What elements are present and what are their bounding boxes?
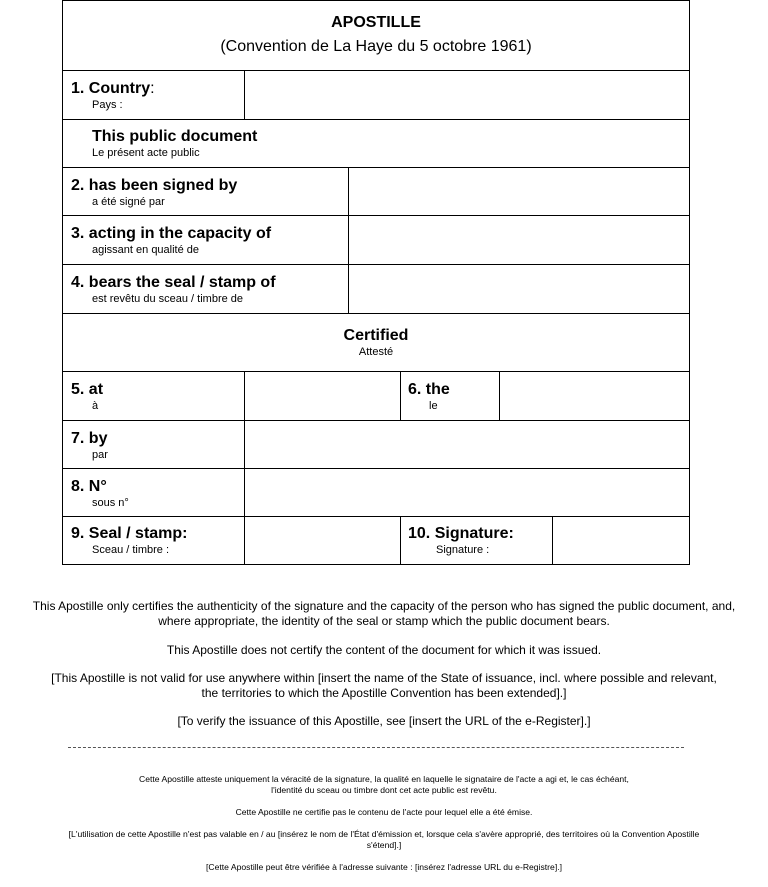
country-label: 1. Country: xyxy=(71,80,155,97)
form-subtitle: (Convention de La Haye du 5 octobre 1961) xyxy=(220,38,532,55)
note-fr-validity-line2: s'étend].] xyxy=(366,840,402,850)
country-label-fr: Pays : xyxy=(92,99,123,111)
the-label-fr: le xyxy=(429,400,438,412)
signature-label-cell xyxy=(400,517,552,564)
note-en-authenticity-line2: where appropriate, the identity of the seal or stamp which the public document bears. xyxy=(158,614,610,628)
row-seal-of xyxy=(63,264,689,313)
at-value-field[interactable] xyxy=(244,372,400,420)
row-number xyxy=(63,468,689,516)
document-label-fr: Le présent acte public xyxy=(92,147,200,159)
note-en-authenticity-line1: This Apostille only certifies the authenticity of the signature and the capacity of the person who has signed the public document, and, xyxy=(32,599,736,613)
by-value-field[interactable] xyxy=(244,421,689,468)
row-public-document xyxy=(63,119,689,167)
seal-of-label-fr: est revêtu du sceau / timbre de xyxy=(92,293,244,305)
at-label: 5. at xyxy=(71,381,104,398)
seal-label: 9. Seal / stamp: xyxy=(71,525,188,542)
document-label: This public document xyxy=(92,128,258,145)
certified-label-fr: Attesté xyxy=(358,346,394,358)
note-fr-validity-line1: [L'utilisation de cette Apostille n'est pas valable en / au [insérez le nom de l'État d'émission et, lorsque cela s'avère approprié, des territoires où la Convention Apostille xyxy=(68,829,700,839)
seal-label-fr: Sceau / timbre : xyxy=(92,544,170,556)
row-signed-by xyxy=(63,167,689,215)
the-label-cell xyxy=(400,372,499,420)
seal-value-field[interactable] xyxy=(244,517,400,564)
certified-label: Certified xyxy=(343,327,409,344)
signature-label: 10. Signature: xyxy=(408,525,514,542)
note-fr-verify: [Cette Apostille peut être vérifiée à l'adresse suivante : [insérez l'adresse URL du e-Registre].] xyxy=(206,862,562,872)
row-certified xyxy=(63,313,689,371)
note-fr-authenticity-line2: l'identité du sceau ou timbre dont cet acte public est revêtu. xyxy=(271,785,497,795)
row-at-the xyxy=(63,371,689,420)
signature-value-field[interactable] xyxy=(552,517,689,564)
number-value-field[interactable] xyxy=(244,469,689,516)
by-label-fr: par xyxy=(92,449,108,461)
by-label: 7. by xyxy=(71,430,108,447)
note-en-validity-line1: [This Apostille is not valid for use anywhere within [insert the name of the State of issuance, incl. where possible and relevant, xyxy=(51,671,717,685)
note-fr-authenticity-line1: Cette Apostille atteste uniquement la véracité de la signature, la qualité en laquelle le signataire de l'acte a agi et, le cas échéant, xyxy=(139,774,629,784)
the-value-field[interactable] xyxy=(499,372,689,420)
capacity-label: 3. acting in the capacity of xyxy=(71,225,272,242)
signed-by-label-fr: a été signé par xyxy=(92,196,165,208)
row-by xyxy=(63,420,689,468)
country-value-field[interactable] xyxy=(244,71,689,119)
apostille-form xyxy=(62,0,690,565)
row-capacity xyxy=(63,215,689,264)
signed-by-value-field[interactable] xyxy=(348,168,689,215)
note-en-content: This Apostille does not certify the content of the document for which it was issued. xyxy=(166,643,602,657)
seal-of-label: 4. bears the seal / stamp of xyxy=(71,274,276,291)
number-label-fr: sous n° xyxy=(92,497,129,509)
row-country xyxy=(63,70,689,119)
form-header xyxy=(63,1,689,70)
note-en-verify: [To verify the issuance of this Apostille, see [insert the URL of the e-Register].] xyxy=(177,714,591,728)
capacity-label-fr: agissant en qualité de xyxy=(92,244,200,256)
signed-by-label: 2. has been signed by xyxy=(71,177,238,194)
signature-label-fr: Signature : xyxy=(436,544,490,556)
row-seal-signature xyxy=(63,516,689,564)
note-fr-content: Cette Apostille ne certifie pas le contenu de l'acte pour lequel elle a été émise. xyxy=(235,807,533,817)
separator-line xyxy=(68,747,684,748)
number-label: 8. N° xyxy=(71,478,107,495)
the-label: 6. the xyxy=(408,381,450,398)
seal-of-value-field[interactable] xyxy=(348,265,689,313)
at-label-fr: à xyxy=(92,400,99,412)
capacity-value-field[interactable] xyxy=(348,216,689,264)
form-title: APOSTILLE xyxy=(331,14,421,31)
note-en-validity-line2: the territories to which the Apostille Convention has been extended].] xyxy=(201,686,567,700)
